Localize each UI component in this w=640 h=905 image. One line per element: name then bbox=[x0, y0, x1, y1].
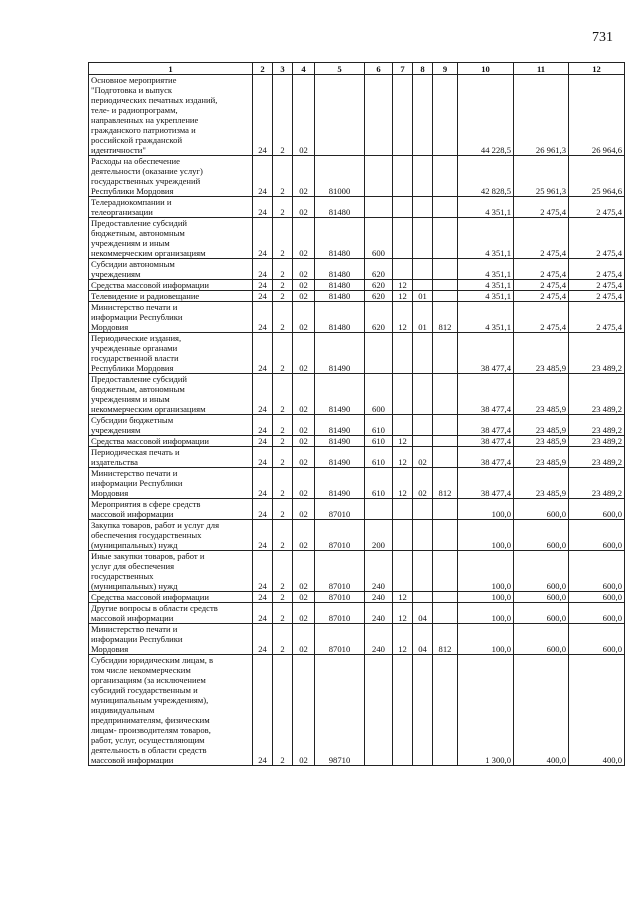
page-number: 731 bbox=[592, 30, 613, 45]
table-row bbox=[89, 280, 625, 291]
row-name: Средства массовой информации bbox=[89, 436, 253, 447]
cell-col-4: 02 bbox=[293, 655, 315, 766]
cell-col-6: 600 bbox=[365, 374, 393, 415]
cell-col-8 bbox=[413, 592, 433, 603]
cell-col-2: 24 bbox=[253, 624, 273, 655]
row-name: Телерадиокомпании и телеорганизации bbox=[89, 197, 253, 218]
cell-col-7 bbox=[393, 415, 413, 436]
cell-col-12: 2 475,4 bbox=[569, 291, 625, 302]
row-name: Предоставление субсидий бюджетным, автономным учреждениям и иным некоммерческим организациям bbox=[89, 218, 253, 259]
cell-col-4: 02 bbox=[293, 499, 315, 520]
cell-col-8 bbox=[413, 499, 433, 520]
cell-col-2: 24 bbox=[253, 374, 273, 415]
cell-col-8 bbox=[413, 259, 433, 280]
cell-col-5: 81480 bbox=[315, 218, 365, 259]
cell-col-10: 4 351,1 bbox=[458, 302, 514, 333]
cell-col-5: 81480 bbox=[315, 259, 365, 280]
cell-col-11: 23 485,9 bbox=[514, 468, 569, 499]
cell-col-2: 24 bbox=[253, 436, 273, 447]
cell-col-9 bbox=[433, 499, 458, 520]
row-name: Средства массовой информации bbox=[89, 280, 253, 291]
cell-col-10: 38 477,4 bbox=[458, 333, 514, 374]
cell-col-3: 2 bbox=[273, 520, 293, 551]
cell-col-9 bbox=[433, 551, 458, 592]
cell-col-8 bbox=[413, 218, 433, 259]
cell-col-12: 600,0 bbox=[569, 592, 625, 603]
cell-col-7 bbox=[393, 333, 413, 374]
cell-col-7 bbox=[393, 655, 413, 766]
cell-col-11: 600,0 bbox=[514, 592, 569, 603]
cell-col-8 bbox=[413, 156, 433, 197]
cell-col-8: 02 bbox=[413, 447, 433, 468]
cell-col-7 bbox=[393, 551, 413, 592]
cell-col-4: 02 bbox=[293, 603, 315, 624]
cell-col-7: 12 bbox=[393, 468, 413, 499]
cell-col-5: 81000 bbox=[315, 156, 365, 197]
cell-col-7 bbox=[393, 374, 413, 415]
cell-col-11: 2 475,4 bbox=[514, 280, 569, 291]
table-row bbox=[89, 218, 625, 259]
cell-col-7: 12 bbox=[393, 436, 413, 447]
cell-col-10: 100,0 bbox=[458, 520, 514, 551]
row-name: Министерство печати и информации Республики Мордовия bbox=[89, 624, 253, 655]
cell-col-12: 400,0 bbox=[569, 655, 625, 766]
cell-col-12: 2 475,4 bbox=[569, 259, 625, 280]
cell-col-12: 600,0 bbox=[569, 624, 625, 655]
row-name: Субсидии бюджетным учреждениям bbox=[89, 415, 253, 436]
cell-col-11: 600,0 bbox=[514, 520, 569, 551]
cell-col-3: 2 bbox=[273, 603, 293, 624]
cell-col-5: 81490 bbox=[315, 415, 365, 436]
cell-col-4: 02 bbox=[293, 75, 315, 156]
cell-col-8: 04 bbox=[413, 603, 433, 624]
cell-col-9 bbox=[433, 520, 458, 551]
cell-col-12: 23 489,2 bbox=[569, 415, 625, 436]
cell-col-3: 2 bbox=[273, 280, 293, 291]
cell-col-2: 24 bbox=[253, 291, 273, 302]
cell-col-12: 2 475,4 bbox=[569, 197, 625, 218]
cell-col-7 bbox=[393, 218, 413, 259]
cell-col-11: 26 961,3 bbox=[514, 75, 569, 156]
cell-col-10: 100,0 bbox=[458, 592, 514, 603]
cell-col-9 bbox=[433, 333, 458, 374]
cell-col-3: 2 bbox=[273, 592, 293, 603]
cell-col-9 bbox=[433, 655, 458, 766]
cell-col-9 bbox=[433, 592, 458, 603]
cell-col-7: 12 bbox=[393, 592, 413, 603]
cell-col-8: 01 bbox=[413, 291, 433, 302]
cell-col-3: 2 bbox=[273, 333, 293, 374]
cell-col-11: 2 475,4 bbox=[514, 291, 569, 302]
cell-col-9 bbox=[433, 291, 458, 302]
column-header: 9 bbox=[433, 63, 458, 75]
column-header: 2 bbox=[253, 63, 273, 75]
table-row bbox=[89, 75, 625, 156]
cell-col-9 bbox=[433, 75, 458, 156]
table-row bbox=[89, 291, 625, 302]
table-row bbox=[89, 415, 625, 436]
cell-col-12: 600,0 bbox=[569, 520, 625, 551]
cell-col-9 bbox=[433, 603, 458, 624]
table-row bbox=[89, 520, 625, 551]
cell-col-4: 02 bbox=[293, 333, 315, 374]
cell-col-3: 2 bbox=[273, 624, 293, 655]
table-row bbox=[89, 447, 625, 468]
cell-col-9 bbox=[433, 447, 458, 468]
cell-col-10: 42 828,5 bbox=[458, 156, 514, 197]
row-name: Министерство печати и информации Республики Мордовия bbox=[89, 468, 253, 499]
cell-col-6: 240 bbox=[365, 603, 393, 624]
cell-col-7 bbox=[393, 499, 413, 520]
cell-col-5: 98710 bbox=[315, 655, 365, 766]
cell-col-4: 02 bbox=[293, 218, 315, 259]
cell-col-2: 24 bbox=[253, 499, 273, 520]
table-header bbox=[89, 63, 625, 75]
cell-col-5: 81490 bbox=[315, 333, 365, 374]
cell-col-4: 02 bbox=[293, 291, 315, 302]
cell-col-3: 2 bbox=[273, 415, 293, 436]
column-header: 12 bbox=[569, 63, 625, 75]
cell-col-10: 38 477,4 bbox=[458, 436, 514, 447]
cell-col-9 bbox=[433, 374, 458, 415]
cell-col-8 bbox=[413, 374, 433, 415]
table-row bbox=[89, 551, 625, 592]
cell-col-8 bbox=[413, 333, 433, 374]
cell-col-10: 38 477,4 bbox=[458, 468, 514, 499]
cell-col-4: 02 bbox=[293, 280, 315, 291]
cell-col-4: 02 bbox=[293, 197, 315, 218]
cell-col-11: 25 961,3 bbox=[514, 156, 569, 197]
cell-col-11: 23 485,9 bbox=[514, 436, 569, 447]
cell-col-11: 2 475,4 bbox=[514, 197, 569, 218]
cell-col-9 bbox=[433, 197, 458, 218]
cell-col-4: 02 bbox=[293, 436, 315, 447]
row-name: Субсидии автономным учреждениям bbox=[89, 259, 253, 280]
cell-col-5: 87010 bbox=[315, 592, 365, 603]
cell-col-6 bbox=[365, 333, 393, 374]
cell-col-11: 2 475,4 bbox=[514, 302, 569, 333]
cell-col-10: 4 351,1 bbox=[458, 197, 514, 218]
cell-col-9: 812 bbox=[433, 468, 458, 499]
cell-col-3: 2 bbox=[273, 197, 293, 218]
cell-col-2: 24 bbox=[253, 551, 273, 592]
cell-col-6: 620 bbox=[365, 302, 393, 333]
cell-col-6 bbox=[365, 499, 393, 520]
cell-col-2: 24 bbox=[253, 520, 273, 551]
table-row bbox=[89, 592, 625, 603]
cell-col-10: 4 351,1 bbox=[458, 280, 514, 291]
cell-col-3: 2 bbox=[273, 436, 293, 447]
cell-col-8 bbox=[413, 415, 433, 436]
cell-col-8 bbox=[413, 436, 433, 447]
cell-col-2: 24 bbox=[253, 592, 273, 603]
cell-col-3: 2 bbox=[273, 374, 293, 415]
row-name: Иные закупки товаров, работ и услуг для обеспечения государственных (муниципальных) нужд bbox=[89, 551, 253, 592]
cell-col-12: 25 964,6 bbox=[569, 156, 625, 197]
cell-col-8 bbox=[413, 75, 433, 156]
cell-col-3: 2 bbox=[273, 468, 293, 499]
cell-col-3: 2 bbox=[273, 499, 293, 520]
cell-col-6 bbox=[365, 197, 393, 218]
cell-col-2: 24 bbox=[253, 280, 273, 291]
cell-col-11: 600,0 bbox=[514, 499, 569, 520]
cell-col-11: 2 475,4 bbox=[514, 259, 569, 280]
cell-col-7: 12 bbox=[393, 447, 413, 468]
column-header: 6 bbox=[365, 63, 393, 75]
cell-col-3: 2 bbox=[273, 302, 293, 333]
cell-col-4: 02 bbox=[293, 592, 315, 603]
table-row bbox=[89, 302, 625, 333]
cell-col-3: 2 bbox=[273, 156, 293, 197]
cell-col-4: 02 bbox=[293, 520, 315, 551]
table-row bbox=[89, 603, 625, 624]
column-header: 8 bbox=[413, 63, 433, 75]
cell-col-2: 24 bbox=[253, 218, 273, 259]
cell-col-2: 24 bbox=[253, 603, 273, 624]
cell-col-12: 600,0 bbox=[569, 551, 625, 592]
column-header: 11 bbox=[514, 63, 569, 75]
cell-col-12: 23 489,2 bbox=[569, 436, 625, 447]
cell-col-2: 24 bbox=[253, 447, 273, 468]
cell-col-8 bbox=[413, 520, 433, 551]
cell-col-2: 24 bbox=[253, 333, 273, 374]
cell-col-9 bbox=[433, 436, 458, 447]
header-row bbox=[89, 63, 625, 75]
cell-col-4: 02 bbox=[293, 259, 315, 280]
cell-col-7 bbox=[393, 156, 413, 197]
table-row bbox=[89, 655, 625, 766]
cell-col-9: 812 bbox=[433, 624, 458, 655]
table-row bbox=[89, 197, 625, 218]
cell-col-2: 24 bbox=[253, 302, 273, 333]
cell-col-5: 87010 bbox=[315, 499, 365, 520]
cell-col-11: 23 485,9 bbox=[514, 447, 569, 468]
cell-col-2: 24 bbox=[253, 655, 273, 766]
cell-col-5: 81480 bbox=[315, 197, 365, 218]
cell-col-4: 02 bbox=[293, 624, 315, 655]
row-name: Мероприятия в сфере средств массовой информации bbox=[89, 499, 253, 520]
table-row bbox=[89, 624, 625, 655]
cell-col-2: 24 bbox=[253, 259, 273, 280]
row-name: Периодические издания, учрежденные органами государственной власти Республики Мордовия bbox=[89, 333, 253, 374]
cell-col-12: 23 489,2 bbox=[569, 447, 625, 468]
row-name: Расходы на обеспечение деятельности (оказание услуг) государственных учреждений Республики Мордовия bbox=[89, 156, 253, 197]
cell-col-11: 2 475,4 bbox=[514, 218, 569, 259]
row-name: Основное мероприятие "Подготовка и выпуск периодических печатных изданий, теле- и радиопрограмм, направленных на укрепление гражданского патриотизма и российской гражданской идентичности" bbox=[89, 75, 253, 156]
cell-col-8: 01 bbox=[413, 302, 433, 333]
cell-col-5: 81490 bbox=[315, 447, 365, 468]
row-name: Другие вопросы в области средств массовой информации bbox=[89, 603, 253, 624]
cell-col-10: 100,0 bbox=[458, 603, 514, 624]
cell-col-9 bbox=[433, 218, 458, 259]
cell-col-2: 24 bbox=[253, 197, 273, 218]
cell-col-12: 600,0 bbox=[569, 499, 625, 520]
column-header: 4 bbox=[293, 63, 315, 75]
cell-col-12: 26 964,6 bbox=[569, 75, 625, 156]
cell-col-11: 23 485,9 bbox=[514, 374, 569, 415]
cell-col-3: 2 bbox=[273, 291, 293, 302]
column-header: 5 bbox=[315, 63, 365, 75]
cell-col-4: 02 bbox=[293, 302, 315, 333]
cell-col-12: 2 475,4 bbox=[569, 302, 625, 333]
cell-col-4: 02 bbox=[293, 468, 315, 499]
cell-col-10: 38 477,4 bbox=[458, 374, 514, 415]
cell-col-8 bbox=[413, 655, 433, 766]
cell-col-6: 620 bbox=[365, 291, 393, 302]
cell-col-6: 200 bbox=[365, 520, 393, 551]
table-row bbox=[89, 499, 625, 520]
cell-col-8 bbox=[413, 551, 433, 592]
table-row bbox=[89, 374, 625, 415]
cell-col-9 bbox=[433, 415, 458, 436]
table-body bbox=[89, 75, 625, 766]
cell-col-8: 02 bbox=[413, 468, 433, 499]
cell-col-10: 1 300,0 bbox=[458, 655, 514, 766]
row-name: Субсидии юридическим лицам, в том числе некоммерческим организациям (за исключением субсидий государственным и муниципальным учреждениям), индивидуальным предпринимателям, физическим лицам- производителям товаров, работ, услуг, осуществляющим деятельность в области средств массовой информации bbox=[89, 655, 253, 766]
cell-col-7: 12 bbox=[393, 302, 413, 333]
cell-col-9 bbox=[433, 259, 458, 280]
cell-col-5: 81480 bbox=[315, 291, 365, 302]
cell-col-10: 4 351,1 bbox=[458, 218, 514, 259]
cell-col-12: 23 489,2 bbox=[569, 333, 625, 374]
cell-col-7: 12 bbox=[393, 603, 413, 624]
cell-col-3: 2 bbox=[273, 218, 293, 259]
row-name: Министерство печати и информации Республики Мордовия bbox=[89, 302, 253, 333]
cell-col-11: 23 485,9 bbox=[514, 333, 569, 374]
cell-col-5: 81490 bbox=[315, 468, 365, 499]
cell-col-9: 812 bbox=[433, 302, 458, 333]
cell-col-6: 610 bbox=[365, 447, 393, 468]
row-name: Предоставление субсидий бюджетным, автономным учреждениям и иным некоммерческим организациям bbox=[89, 374, 253, 415]
cell-col-2: 24 bbox=[253, 75, 273, 156]
cell-col-6 bbox=[365, 156, 393, 197]
cell-col-10: 100,0 bbox=[458, 624, 514, 655]
cell-col-7 bbox=[393, 197, 413, 218]
cell-col-10: 44 228,5 bbox=[458, 75, 514, 156]
cell-col-5: 87010 bbox=[315, 603, 365, 624]
column-header: 3 bbox=[273, 63, 293, 75]
cell-col-12: 23 489,2 bbox=[569, 468, 625, 499]
cell-col-4: 02 bbox=[293, 447, 315, 468]
cell-col-7: 12 bbox=[393, 291, 413, 302]
cell-col-4: 02 bbox=[293, 551, 315, 592]
table-row bbox=[89, 333, 625, 374]
cell-col-4: 02 bbox=[293, 156, 315, 197]
cell-col-2: 24 bbox=[253, 468, 273, 499]
row-name: Средства массовой информации bbox=[89, 592, 253, 603]
cell-col-11: 600,0 bbox=[514, 603, 569, 624]
cell-col-2: 24 bbox=[253, 156, 273, 197]
cell-col-4: 02 bbox=[293, 374, 315, 415]
cell-col-2: 24 bbox=[253, 415, 273, 436]
cell-col-5: 87010 bbox=[315, 551, 365, 592]
cell-col-6 bbox=[365, 655, 393, 766]
column-header: 7 bbox=[393, 63, 413, 75]
row-name: Периодическая печать и издательства bbox=[89, 447, 253, 468]
cell-col-6 bbox=[365, 75, 393, 156]
cell-col-6: 610 bbox=[365, 436, 393, 447]
cell-col-11: 400,0 bbox=[514, 655, 569, 766]
cell-col-3: 2 bbox=[273, 551, 293, 592]
cell-col-5: 87010 bbox=[315, 624, 365, 655]
cell-col-12: 2 475,4 bbox=[569, 218, 625, 259]
cell-col-7 bbox=[393, 259, 413, 280]
cell-col-10: 38 477,4 bbox=[458, 415, 514, 436]
column-header: 10 bbox=[458, 63, 514, 75]
cell-col-10: 38 477,4 bbox=[458, 447, 514, 468]
cell-col-10: 4 351,1 bbox=[458, 259, 514, 280]
cell-col-10: 4 351,1 bbox=[458, 291, 514, 302]
cell-col-6: 610 bbox=[365, 415, 393, 436]
table-row bbox=[89, 436, 625, 447]
cell-col-3: 2 bbox=[273, 447, 293, 468]
cell-col-11: 600,0 bbox=[514, 624, 569, 655]
cell-col-8: 04 bbox=[413, 624, 433, 655]
row-name: Телевидение и радиовещание bbox=[89, 291, 253, 302]
cell-col-6: 240 bbox=[365, 624, 393, 655]
cell-col-11: 23 485,9 bbox=[514, 415, 569, 436]
cell-col-5: 81480 bbox=[315, 302, 365, 333]
cell-col-7 bbox=[393, 520, 413, 551]
table-row bbox=[89, 156, 625, 197]
cell-col-6: 240 bbox=[365, 592, 393, 603]
cell-col-3: 2 bbox=[273, 655, 293, 766]
cell-col-5: 81480 bbox=[315, 280, 365, 291]
cell-col-12: 600,0 bbox=[569, 603, 625, 624]
cell-col-9 bbox=[433, 156, 458, 197]
cell-col-12: 2 475,4 bbox=[569, 280, 625, 291]
cell-col-11: 600,0 bbox=[514, 551, 569, 592]
budget-table bbox=[88, 62, 625, 766]
cell-col-6: 600 bbox=[365, 218, 393, 259]
row-name: Закупка товаров, работ и услуг для обеспечения государственных (муниципальных) нужд bbox=[89, 520, 253, 551]
cell-col-7: 12 bbox=[393, 624, 413, 655]
table-row bbox=[89, 259, 625, 280]
cell-col-6: 240 bbox=[365, 551, 393, 592]
cell-col-5 bbox=[315, 75, 365, 156]
cell-col-7 bbox=[393, 75, 413, 156]
cell-col-6: 620 bbox=[365, 280, 393, 291]
cell-col-8 bbox=[413, 197, 433, 218]
cell-col-4: 02 bbox=[293, 415, 315, 436]
column-header: 1 bbox=[89, 63, 253, 75]
cell-col-7: 12 bbox=[393, 280, 413, 291]
cell-col-12: 23 489,2 bbox=[569, 374, 625, 415]
cell-col-5: 87010 bbox=[315, 520, 365, 551]
table-row bbox=[89, 468, 625, 499]
cell-col-6: 610 bbox=[365, 468, 393, 499]
cell-col-9 bbox=[433, 280, 458, 291]
cell-col-8 bbox=[413, 280, 433, 291]
cell-col-10: 100,0 bbox=[458, 499, 514, 520]
cell-col-5: 81490 bbox=[315, 436, 365, 447]
cell-col-3: 2 bbox=[273, 75, 293, 156]
cell-col-3: 2 bbox=[273, 259, 293, 280]
cell-col-10: 100,0 bbox=[458, 551, 514, 592]
cell-col-6: 620 bbox=[365, 259, 393, 280]
cell-col-5: 81490 bbox=[315, 374, 365, 415]
